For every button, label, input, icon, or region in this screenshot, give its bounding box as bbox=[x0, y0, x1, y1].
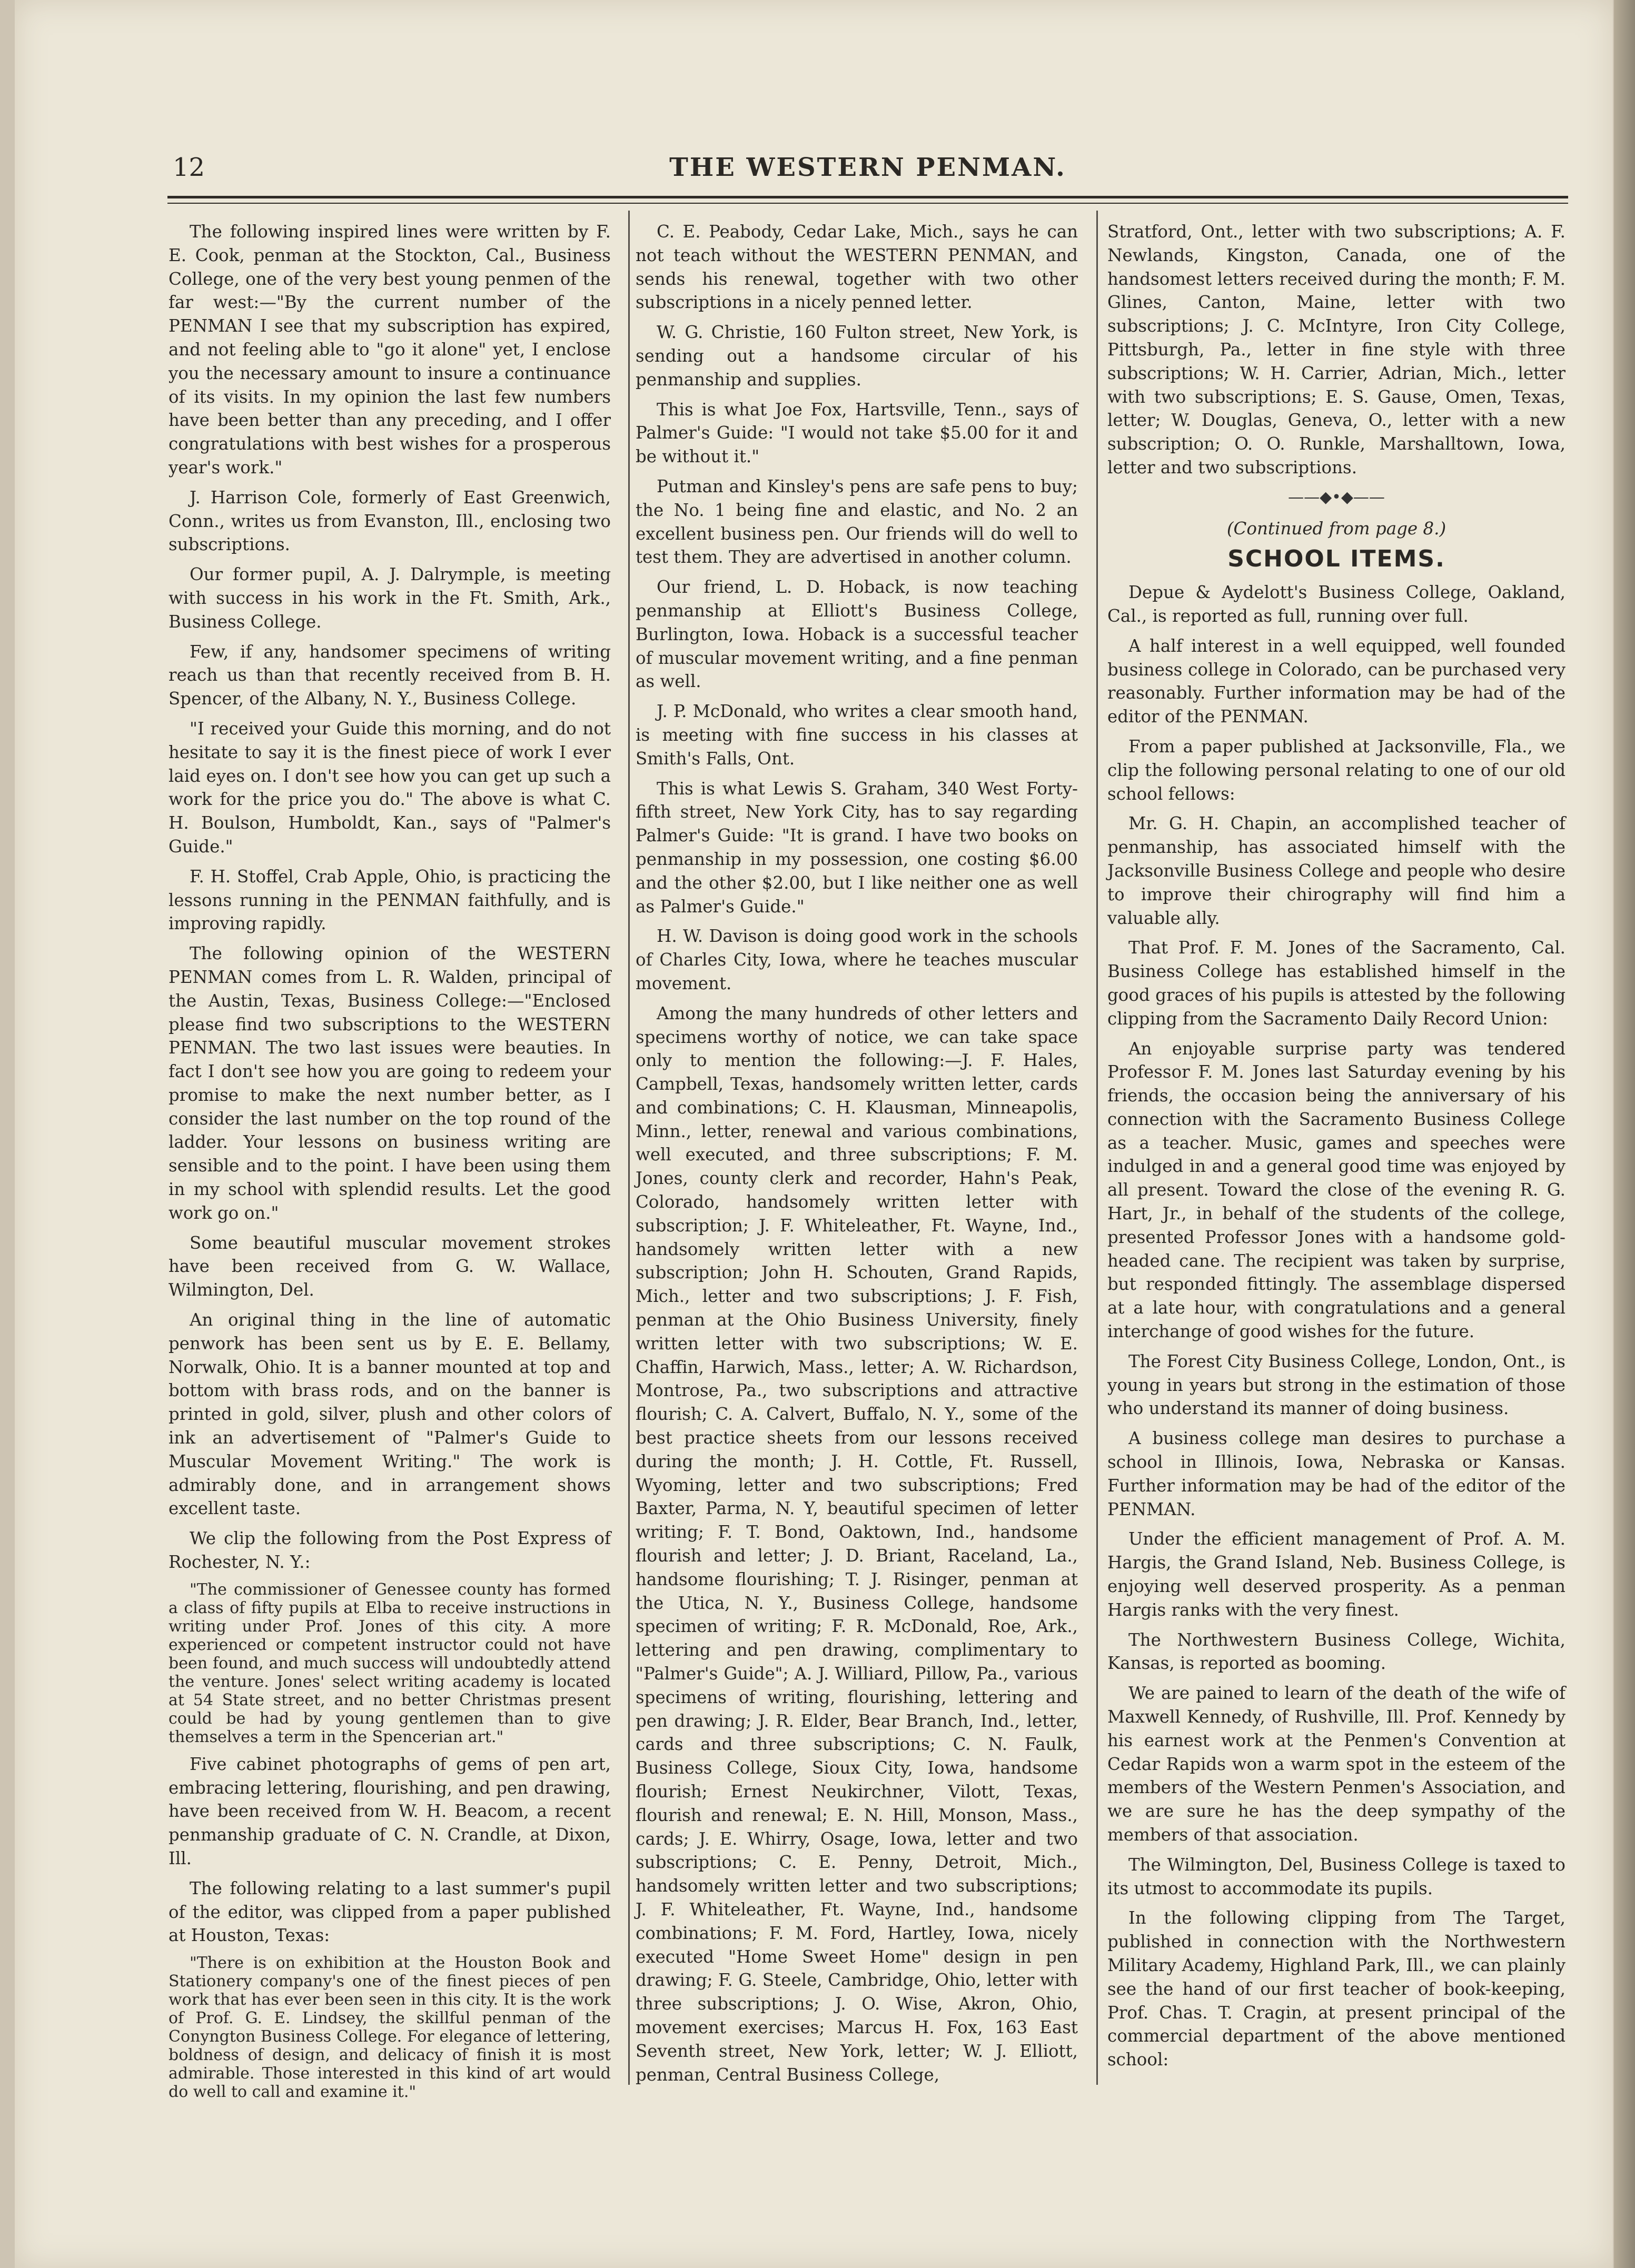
paragraph: Some beautiful muscular movement strokes have been received from G. W. Wallace, Wilmington, Del. bbox=[169, 1232, 611, 1300]
paragraph: This is what Joe Fox, Hartsville, Tenn., says of Palmer's Guide: "I would not take $5.00 for it and be without it." bbox=[636, 399, 1078, 467]
paragraph: "I received your Guide this morning, and do not hesitate to say it is the finest piece of work I ever laid eyes on. I don't see how you can get up such a work for the price you do." The above is what C. H. Boulson, Humboldt, Kan., says of "Palmer's Guide." bbox=[169, 718, 611, 857]
paragraph-continued: Stratford, Ont., letter with two subscriptions; A. F. Newlands, Kingston, Canada, one of the handsomest letters received during the month; F. M. Glines, Canton, Maine, letter with two subscriptions; J. C. McIntyre, Iron City College, Pittsburgh, Pa., letter in fine style with three subscriptions; W. H. Carrier, Adrian, Mich., letter with two subscriptions; E. S. Gause, Omen, Texas, letter; W. Douglas, Geneva, O., letter with a new subscription; O. O. Runkle, Marshalltown, Iowa, letter and two subscriptions. bbox=[1107, 222, 1565, 478]
paragraph: Our friend, L. D. Hoback, is now teaching penmanship at Elliott's Business College, Burlington, Iowa. Hoback is a successful teacher of muscular movement writing, and a fine penman as well. bbox=[636, 577, 1078, 692]
page-edge bbox=[1614, 0, 1635, 2268]
paragraph: The following relating to a last summer's pupil of the editor, was clipped from a paper published at Houston, Texas: bbox=[169, 1878, 611, 1946]
paragraph: Few, if any, handsomer specimens of writing reach us than that recently received from B. H. Spencer, of the Albany, N. Y., Business College. bbox=[169, 641, 611, 709]
masthead-title: THE WESTERN PENMAN. bbox=[669, 153, 1066, 182]
paragraph: This is what Lewis S. Graham, 340 West Forty-fifth street, New York City, has to say regarding Palmer's Guide: "It is grand. I have two books on penmanship in my possession, one costing $6.00 and the other $2.00, but I like neither one as well as Palmer's Guide." bbox=[636, 778, 1078, 917]
paragraph: Mr. G. H. Chapin, an accomplished teacher of penmanship, has associated himself with the Jacksonville Business College and people who desire to improve their chirography will find him a valuable ally. bbox=[1107, 813, 1565, 928]
paragraph: J. Harrison Cole, formerly of East Greenwich, Conn., writes us from Evanston, Ill., enclosing two subscriptions. bbox=[169, 487, 611, 555]
paragraph: The Northwestern Business College, Wichita, Kansas, is reported as booming. bbox=[1107, 1629, 1565, 1674]
paragraph: The following opinion of the WESTERN PENMAN comes from L. R. Walden, principal of the Austin, Texas, Business College:—"Enclosed please find two subscriptions to the WESTERN PENMAN. The two last issues were beauties. In fact I don't see how you are going to redeem your promise to make the next number better, as I consider the last number on the top round of the ladder. Your lessons on business writing are sensible and to the point. I have been using them in my school with splendid results. Let the good work go on." bbox=[169, 943, 611, 1223]
header-rule-thin bbox=[167, 203, 1568, 204]
paragraph: An original thing in the line of automatic penwork has been sent us by E. E. Bellamy, Norwalk, Ohio. It is a banner mounted at top and bottom with brass rods, and on the banner is printed in gold, silver, plush and other colors of ink an advertisement of "Palmer's Guide to Muscular Movement Writing." The work is admirably done, and in arrangement shows excellent taste. bbox=[169, 1310, 611, 1519]
paragraph: H. W. Davison is doing good work in the schools of Charles City, Iowa, where he teaches muscular movement. bbox=[636, 926, 1078, 993]
paragraph: In the following clipping from The Target, published in connection with the Northwestern Military Academy, Highland Park, Ill., we can plainly see the hand of our first teacher of book-keeping, Prof. Chas. T. Cragin, at present principal of the commercial department of the above mentioned school: bbox=[1107, 1908, 1565, 2070]
paragraph: We are pained to learn of the death of the wife of Maxwell Kennedy, of Rushville, Ill. Prof. Kennedy by his earnest work at the Penmen's Convention at Cedar Rapids won a warm spot in the esteem of the members of the Western Penmen's Association, and we are sure he has the deep sympathy of the members of that association. bbox=[1107, 1683, 1565, 1845]
paragraph: We clip the following from the Post Express of Rochester, N. Y.: bbox=[169, 1528, 611, 1573]
column-divider bbox=[628, 211, 630, 2085]
quoted-clipping: "There is on exhibition at the Houston Book and Stationery company's one of the finest pieces of pen work that has ever been seen in this city. It is the work of Prof. G. E. Lindsey, the skillful penman of the Conyngton Business College. For elegance of lettering, boldness of design, and delicacy of finish it is most admirable. Those interested in this kind of art would do well to call and examine it." bbox=[169, 1954, 611, 2102]
paragraph: Under the efficient management of Prof. A. M. Hargis, the Grand Island, Neb. Business College, is enjoying well deserved prosperity. As a penman Hargis ranks with the very finest. bbox=[1107, 1529, 1565, 1620]
page-header bbox=[167, 153, 1568, 190]
paragraph: The Wilmington, Del, Business College is taxed to its utmost to accommodate its pupils. bbox=[1107, 1854, 1565, 1898]
paragraph: An enjoyable surprise party was tendered Professor F. M. Jones last Saturday evening by his friends, the occasion being the anniversary of his connection with the Sacramento Business College as a teacher. Music, games and speeches were indulged in and a general good time was enjoyed by all present. Toward the close of the evening R. G. Hart, Jr., in behalf of the students of the college, presented Professor Jones with a handsome gold-headed cane. The recipient was taken by surprise, but responded fittingly. The assemblage dispersed at a late hour, with congratulations and a general interchange of good wishes for the future. bbox=[1107, 1038, 1565, 1342]
column-divider bbox=[1096, 211, 1098, 2085]
section-title: SCHOOL ITEMS. bbox=[1227, 545, 1445, 573]
paragraph: Our former pupil, A. J. Dalrymple, is meeting with success in his work in the Ft. Smith, Ark., Business College. bbox=[169, 564, 611, 632]
paragraph: That Prof. F. M. Jones of the Sacramento, Cal. Business College has established himself in the good graces of his pupils is attested by the following clipping from the Sacramento Daily Record Union: bbox=[1107, 938, 1565, 1029]
paragraph: C. E. Peabody, Cedar Lake, Mich., says he can not teach without the WESTERN PENMAN, and sends his renewal, together with two other subscriptions in a nicely penned letter. bbox=[636, 222, 1078, 313]
paragraph: A half interest in a well equipped, well founded business college in Colorado, can be purchased very reasonably. Further information may be had of the editor of the PENMAN. bbox=[1107, 635, 1565, 727]
page-number: 12 bbox=[173, 153, 205, 182]
header-rule-thick bbox=[167, 196, 1568, 198]
paragraph: Depue & Aydelott's Business College, Oakland, Cal., is reported as full, running over full. bbox=[1107, 582, 1565, 626]
paragraph: Among the many hundreds of other letters and specimens worthy of notice, we can take space only to mention the following:—J. F. Hales, Campbell, Texas, handsomely written letter, cards and combinations; C. H. Klausman, Minneapolis, Minn., letter, renewal and various combinations, well executed, and three subscriptions; F. M. Jones, county clerk and recorder, Hahn's Peak, Colorado, handsomely written letter with subscription; J. F. Whiteleather, Ft. Wayne, Ind., handsomely written letter with a new subscription; John H. Schouten, Grand Rapids, Mich., letter and two subscriptions; J. F. Fish, penman at the Ohio Business University, finely written letter with two subscriptions; W. E. Chaffin, Harwich, Mass., letter; A. W. Richardson, Montrose, Pa., two subscriptions and attractive flourish; C. A. Calvert, Buffalo, N. Y., some of the best practice sheets from our lessons received during the month; J. H. Cottle, Ft. Russell, Wyoming, letter and two subscriptions; Fred Baxter, Parma, N. Y, beautiful specimen of letter writing; F. T. Bond, Oaktown, Ind., handsome flourish and letter; J. D. Briant, Raceland, La., handsome flourishing; T. J. Risinger, penman at the Utica, N. Y., Business College, handsome specimen of writing; F. R. McDonald, Roe, Ark., lettering and pen drawing, complimentary to "Palmer's Guide"; A. J. Williard, Pillow, Pa., various specimens of writing, flourishing, lettering and pen drawing; J. R. Elder, Bear Branch, Ind., letter, cards and three subscriptions; C. N. Faulk, Business College, Sioux City, Iowa, handsome flourish; Ernest Neukirchner, Vilott, Texas, flourish and renewal; E. N. Hill, Monson, Mass., cards; J. E. Whirry, Osage, Iowa, letter and two subscriptions; C. E. Penny, Detroit, Mich., handsomely written letter and two subscriptions; J. F. Whiteleather, Ft. Wayne, Ind., handsome combinations; F. M. Ford, Hartley, Iowa, nicely executed "Home Sweet Home" design in pen drawing; F. G. Steele, Cambridge, Ohio, letter with three subscriptions; J. O. Wise, Akron, Ohio, movement exercises; Marcus H. Fox, 163 East Seventh street, New York, letter; W. J. Elliott, penman, Central Business College, bbox=[636, 1003, 1078, 2085]
column-2 bbox=[636, 220, 1078, 2084]
paragraph: A business college man desires to purchase a school in Illinois, Iowa, Nebraska or Kansas. Further information may be had of the editor of the PENMAN. bbox=[1107, 1428, 1565, 1519]
quoted-clipping: "The commissioner of Genessee county has formed a class of fifty pupils at Elba to receive instructions in writing under Prof. Jones of this city. A more experienced or competent instructor could not have been found, and much success will undoubtedly attend the venture. Jones' select writing academy is located at 54 State street, and no better Christmas present could be had by young gentlemen than to give themselves a term in the Spencerian art." bbox=[169, 1580, 611, 1746]
paragraph: From a paper published at Jacksonville, Fla., we clip the following personal relating to one of our old school fellows: bbox=[1107, 736, 1565, 804]
paragraph: The following inspired lines were written by F. E. Cook, penman at the Stockton, Cal., Business College, one of the very best young penmen of the far west:—"By the current number of the PENMAN I see that my subscription has expired, and not feeling able to "go it alone" yet, I enclose you the necessary amount to insure a continuance of its visits. In my opinion the last few numbers have been better than any preceding, and I offer congratulations with best wishes for a prosperous year's work." bbox=[169, 222, 611, 478]
paragraph: The Forest City Business College, London, Ont., is young in years but strong in the estimation of those who understand its manner of doing business. bbox=[1107, 1351, 1565, 1419]
ornament-divider: ——◆•◆—— bbox=[1288, 488, 1385, 506]
paragraph: F. H. Stoffel, Crab Apple, Ohio, is practicing the lessons running in the PENMAN faithfully, and is improving rapidly. bbox=[169, 866, 611, 934]
paragraph: Five cabinet photographs of gems of pen art, embracing lettering, flourishing, and pen drawing, have been received from W. H. Beacom, a recent penmanship graduate of C. N. Crandle, at Dixon, Ill. bbox=[169, 1754, 611, 1869]
column-3 bbox=[1107, 220, 1565, 2084]
paragraph: Putman and Kinsley's pens are safe pens to buy; the No. 1 being fine and elastic, and No. 2 an excellent business pen. Our friends will do well to test them. They are advertised in another column. bbox=[636, 476, 1078, 568]
continued-note: (Continued from page 8.) bbox=[1226, 518, 1446, 539]
paragraph: W. G. Christie, 160 Fulton street, New York, is sending out a handsome circular of his penmanship and supplies. bbox=[636, 322, 1078, 390]
column-1 bbox=[169, 220, 611, 2102]
paragraph: J. P. McDonald, who writes a clear smooth hand, is meeting with fine success in his classes at Smith's Falls, Ont. bbox=[636, 701, 1078, 769]
